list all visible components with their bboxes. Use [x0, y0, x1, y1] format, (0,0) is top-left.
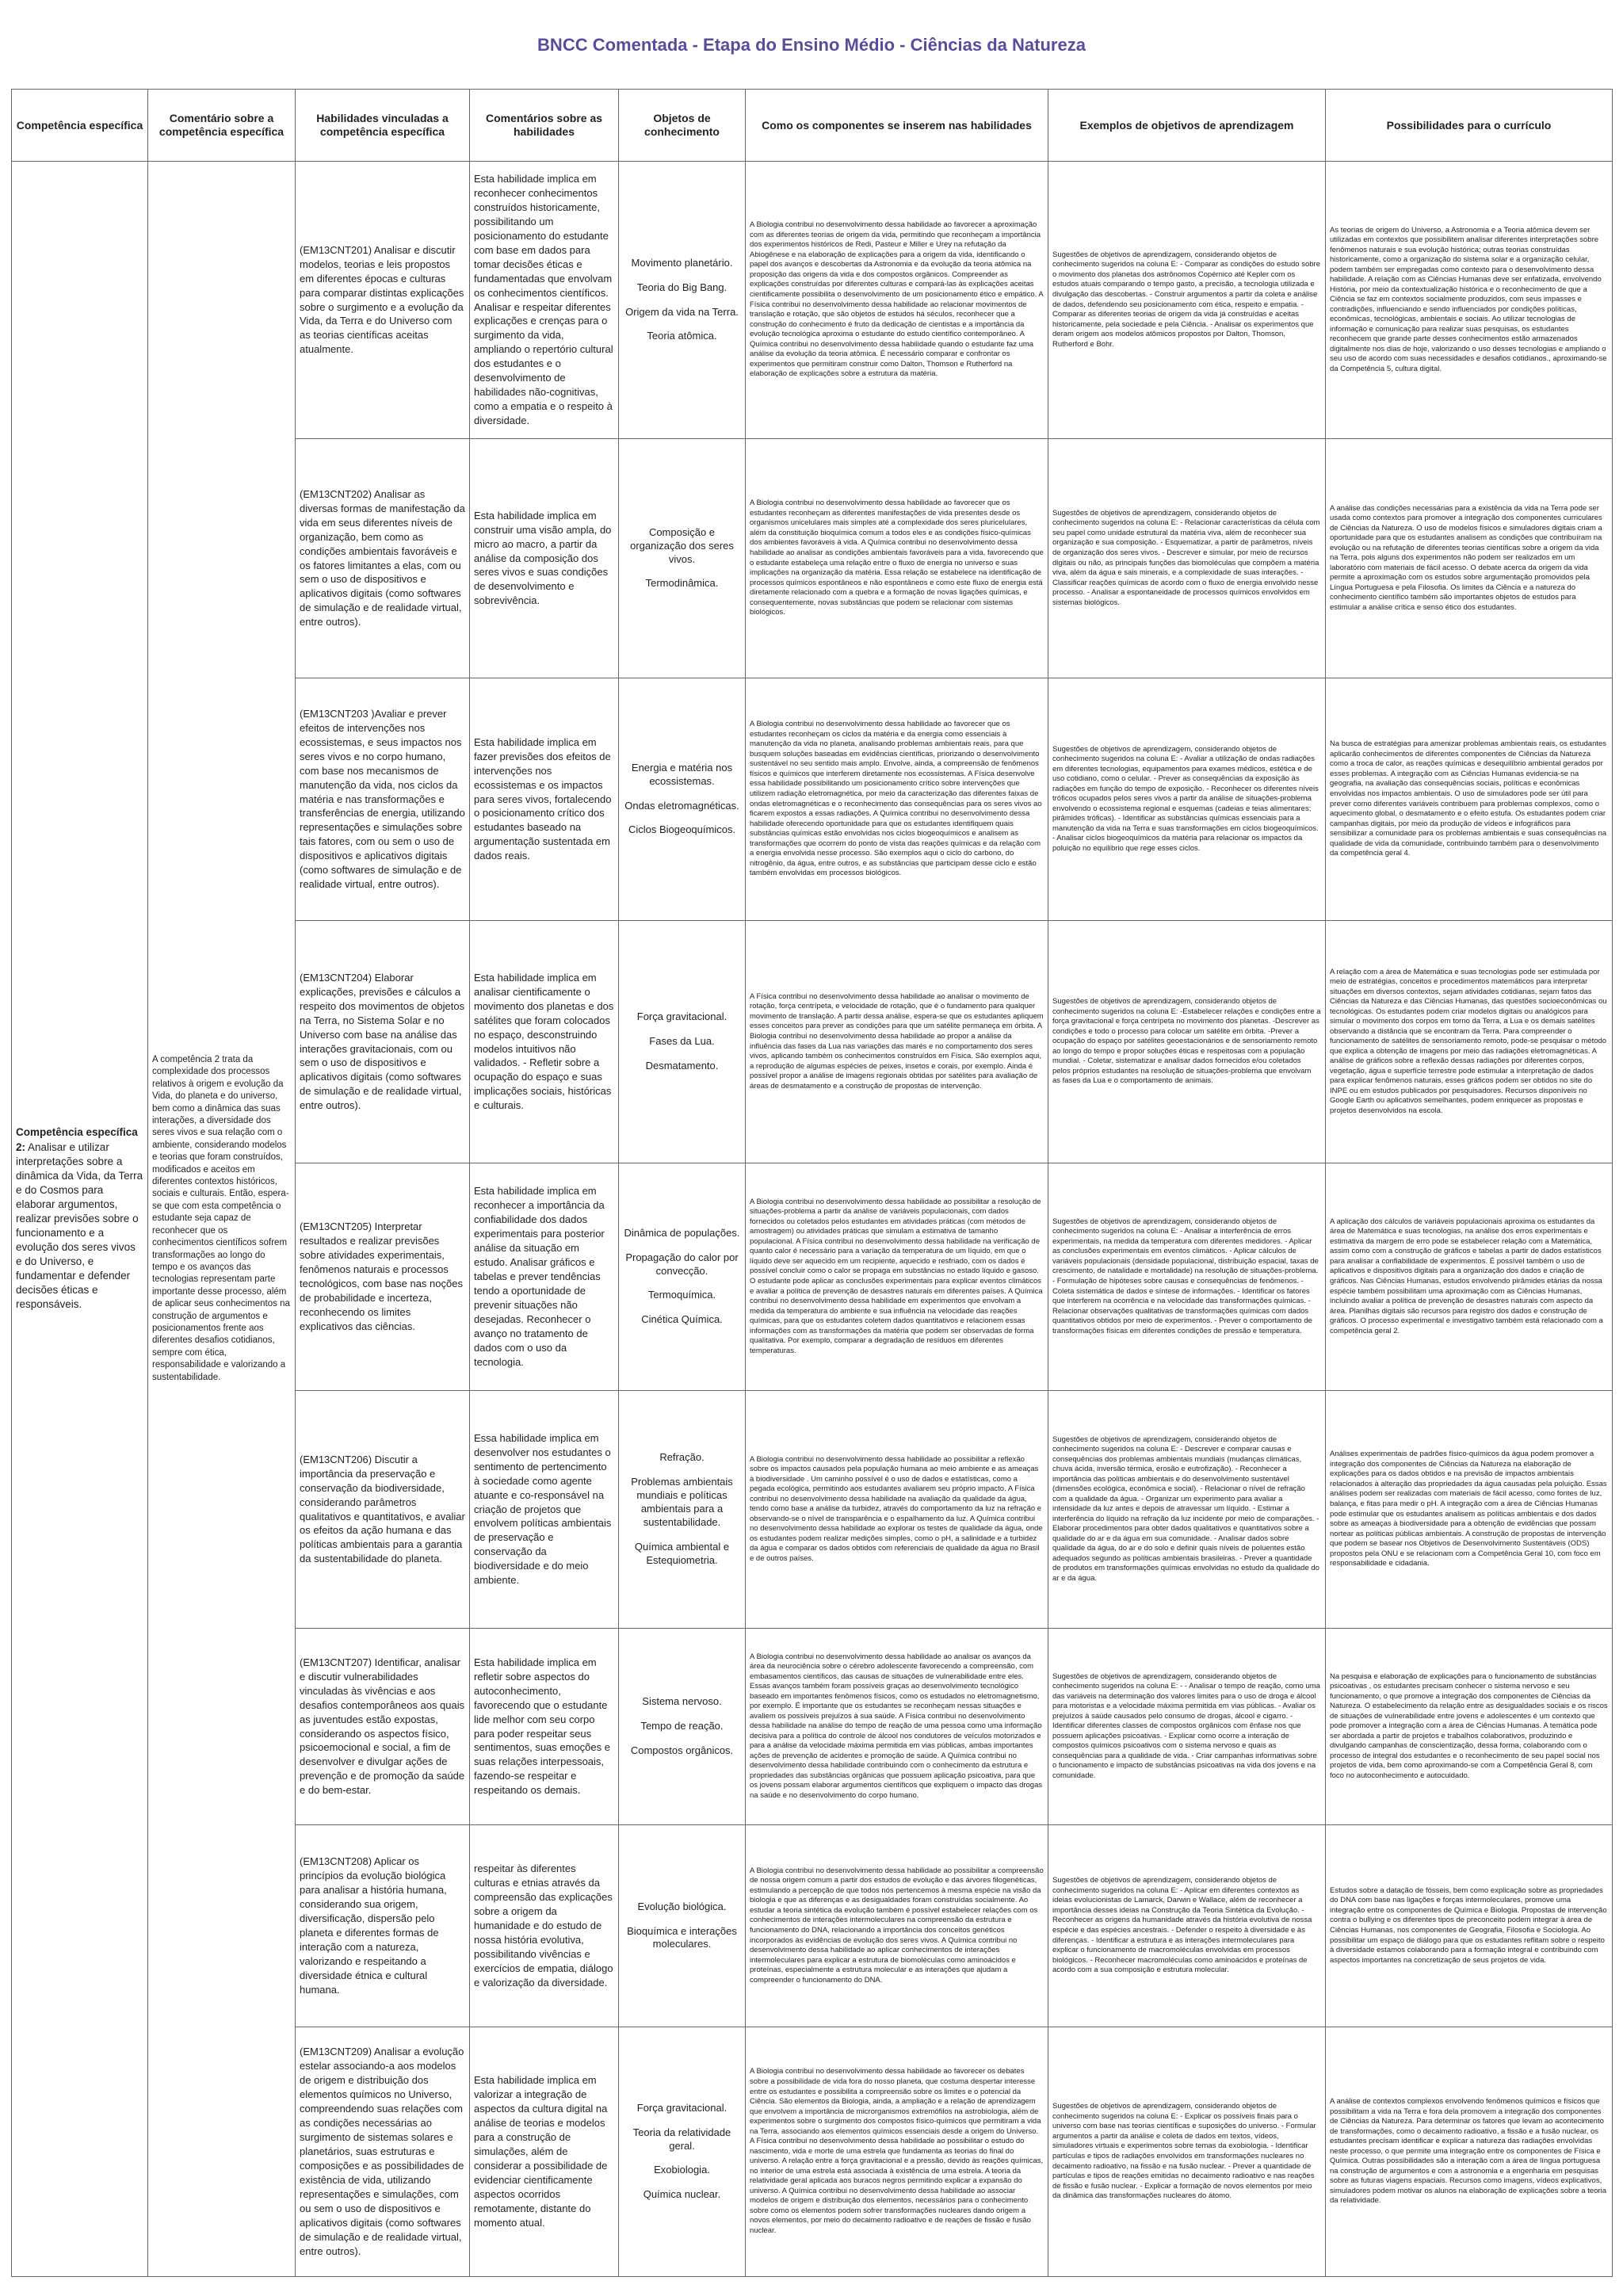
objetos-cell [619, 678, 746, 921]
objeto-item: Bioquímica e interações moleculares. [627, 1924, 737, 1950]
objetos-cell [619, 2027, 746, 2277]
objetos-cell [619, 1825, 746, 2027]
objetivos-cell: Sugestões de objetivos de aprendizagem, considerando objetos de conhecimento sugeridos na coluna E: - Explicar os possíveis finais para o universo com base nas teorias científicas e suposições do universo. - Formular argumentos a partir da análise e coleta de dados em textos, vídeos, simuladores virtuais e experimentos sobre temas da exobiologia. - Identificar partículas e tipos de radiações envolvidos em transformações nucleares no decaimento radioativo, na fissão e na fusão nuclear. - Prever a quantidade de partículas e tipos de reações emitidas no decaimento radioativo e nas reações de fissão e fusão nuclear. - Explicar a formação de novos elementos por meio da dinâmica das transformações nucleares do átomo. [1048, 2027, 1326, 2277]
col-header-comentario-competencia: Comentário sobre a competência específica [148, 90, 296, 162]
habilidade-cell: (EM13CNT204) Elaborar explicações, previsões e cálculos a respeito dos movimentos de objetos na Terra, no Sistema Solar e no Universo com base na análise das interações gravitacionais, com ou sem o uso de dispositivos e aplicativos digitais (como softwares de simulação e de realidade virtual, entre outros). [296, 921, 470, 1163]
objeto-item: Movimento planetário. [631, 256, 733, 269]
objeto-item: Desmatamento. [645, 1059, 719, 1072]
habilidade-cell: (EM13CNT203 )Avaliar e prever efeitos de intervenções nos ecossistemas, e seus impactos nos seres vivos e no corpo humano, com base nos mecanismos de manutenção da vida, nos ciclos da matéria e nas transformações e transferências de energia, utilizando representações e simulações sobre tais fatores, com ou sem o uso de dispositivos e aplicativos digitais (como softwares de simulação e de realidade virtual, entre outros). [296, 678, 470, 921]
objetos-cell [619, 162, 746, 439]
habilidade-cell: (EM13CNT202) Analisar as diversas formas de manifestação da vida em seus diferentes níveis de organização, bem como as condições ambientais favoráveis e os fatores limitantes a elas, com ou sem o uso de dispositivos e aplicativos digitais (como softwares de simulação e de realidade virtual, entre outros). [296, 439, 470, 678]
competencia-text: Analisar e utilizar interpretações sobre a dinâmica da Vida, da Terra e do Cosmos para elaborar argumentos, realizar previsões sobre o funcionamento e a evolução dos seres vivos e do Universo, e fundamentar e defender decisões éticas e responsáveis. [16, 1140, 143, 1311]
col-header-curriculo: Possibilidades para o currículo [1326, 90, 1613, 162]
objeto-item: Teoria atômica. [647, 330, 717, 342]
table-row [12, 162, 1613, 439]
objeto-item: Dinâmica de populações. [624, 1226, 740, 1239]
objetos-cell [619, 921, 746, 1163]
componentes-cell: A Biologia contribui no desenvolvimento dessa habilidade ao analisar os avanços da área da neurociência sobre o cérebro adolescente favorecendo a compreensão, com embasamentos científicos, das causas de situações de vulnerabilidade entre eles. Essas avanços também foram possíveis graças ao desenvolvimento tecnológico baseado em importantes fenômenos físicos, como os estudados no eletromagnetismo, por exemplo. É importante que os estudantes se reconheçam nessas situações e avaliem os possíveis prejuízos à sua saúde. A Física contribui no desenvolvimento dessa habilidade na análise do tempo de reação de uma pessoa como uma informação decisiva para a política do controle de álcool nos condutores de veículos motorizados e para a análise da velocidade máxima permitida em vias públicas, ambas importantes ações de prevenção de acidentes e promoção de saúde. A Química contribui no desenvolvimento dessa habilidade contribuindo com o conhecimento da estrutura e propriedades das substâncias orgânicas que possuem aplicação psicoativa, para que os jovens possam elaborar argumentos científicos que expliquem o impacto das drogas na saúde e no desenvolvimento do corpo humano. [746, 1629, 1048, 1825]
componentes-cell: A Biologia contribui no desenvolvimento dessa habilidade ao favorecer os debates sobre a possibilidade de vida fora do nosso planeta, que costuma despertar interesse entre os estudantes e possibilita a compreensão sobre os limites e o potencial da Ciência. São elementos da Biologia, ainda, a ampliação e a relação de aprendizagem que envolvem a importância de microrganismos extremófilos na astrobiologia, além de experimentos sobre o surgimento dos compostos físico-químicos que permitiram a vida na Terra, associando aos elementos químicos essenciais desde a origem do Universo. A Física contribui no desenvolvimento dessa habilidade ao possibilitar o estudo do nascimento, vida e morte de uma estrela que fundamenta as teorias do final do universo. A relação entre a força gravitacional e a pressão, devido às reações químicas, no interior de uma estrela está associada à existência de uma estrela. A teoria da relatividade geral aplicada aos buracos negros permitindo explicar a expansão do universo. A Química contribui no desenvolvimento dessa habilidade ao associar modelos de origem e distribuição dos elementos, necessários para o conhecimento sobre como os elementos podem sofrer transformações nucleares dando origem a novos elementos, por meio do decaimento radioativo e de reações de fissão e fusão nuclear. [746, 2027, 1048, 2277]
curriculo-cell: A aplicação dos cálculos de variáveis populacionais aproxima os estudantes da área de Matemática e suas tecnologias, na análise dos erros experimentais e estimativa da margem de erro pode se estabelecer relação com a Matemática, assim como com a construção de gráficos e tabelas a partir de dados estatísticos para analisar a confiabilidade de experimentos. É possível também o uso de aplicativos e dispositivos digitais para a organização dos dados e criação de gráficos. Nas Ciências Humanas, estudos envolvendo pirâmides etárias da nossa espécie também possibilitam uma aproximação com as Ciências Humanas, incluindo avaliar a política de prevenção de desastres naturais com aspecto da área. Planilhas digitais são recursos para registro dos dados e construção de gráficos. O processo experimental e investigativo também está relacionado com a competência geral 2. [1326, 1163, 1613, 1391]
objeto-item: Força gravitacional. [636, 1010, 727, 1023]
objeto-item: Fases da Lua. [649, 1035, 715, 1048]
curriculo-cell: Na busca de estratégias para amenizar problemas ambientais reais, os estudantes aplicarão conhecimentos de diferentes componentes de Ciências da Natureza como a troca de calor, as reações químicas e desequilíbrio ambiental gerados por esses problemas. A integração com as Ciências Humanas evidencia-se na geografia, na avaliação das consequências sociais, políticas e econômicas envolvidas nos impactos ambientais. O uso de simuladores pode ser útil para prever como diferentes variáveis contribuem para problemas complexos, como o aquecimento global, o desmatamento e o efeito estufa. Os estudantes podem criar campanhas digitais, por meio da produção de vídeos e infográficos para sensibilizar a comunidade para os problemas ambientais e suas consequências na qualidade de vida da comunidade, contribuindo também para o desenvolvimento da competência geral 4. [1326, 678, 1613, 921]
objetos-cell [619, 439, 746, 678]
componentes-cell: A Biologia contribui no desenvolvimento dessa habilidade ao favorecer que os estudantes reconheçam os ciclos da matéria e da energia como essenciais à manutenção da vida no planeta, analisando problemas ambientais reais, para que busquem soluções baseadas em evidências científicas, priorizando o desenvolvimento sustentável no seu sentido mais amplo. Envolve, ainda, a compreensão de fenômenos físicos e químicos que interferem diretamente nos ecossistemas. A Física desenvolve essa habilidade possibilitando um posicionamento crítico sobre intervenções que utilizem radiação eletromagnética, por meio da caracterização das diferentes faixas de ondas eletromagnéticas e o reconhecimento das consequências para os seres vivos ao ficarem expostos a essas radiações. A Química contribui no desenvolvimento dessa habilidade oferecendo oportunidade para que os estudantes identifiquem quais substâncias químicas estão envolvidas nos ciclos biogeoquímicos e analisem as transformações que ocorrem do ponto de vista das reações químicas e da relação com a energia envolvida nesse processo. São exemplos aqui o ciclo do carbono, do nitrogênio, da água, entre outros, e as substâncias que participam desse ciclo e estão também envolvidas em processos biológicos. [746, 678, 1048, 921]
componentes-cell: A Biologia contribui no desenvolvimento dessa habilidade ao favorecer que os estudantes reconheçam as diferentes manifestações de vida presentes desde os organismos unicelulares mais simples até a complexidade dos seres pluricelulares, além da constituição bioquímica comum a todos eles e as condições físico-químicas dos ambientes favoráveis à vida. A Química contribui no desenvolvimento dessa habilidade ao analisar as condições ambientais favoráveis para a vida, favorecendo que o estudante estabeleça uma relação entre o fluxo de energia no universo e suas implicações na organização da matéria. Essa relação se estabelece na identificação de processos químicos espontâneos e não espontâneos e como este fluxo de energia está diretamente relacionado com a quebra e a formação de novas ligações químicas, e consequentemente, novas substâncias que podem se relacionar com sistemas biológicos. [746, 439, 1048, 678]
habilidade-cell: (EM13CNT209) Analisar a evolução estelar associando-a aos modelos de origem e distribuição dos elementos químicos no Universo, compreendendo suas relações com as condições necessárias ao surgimento de sistemas solares e planetários, suas estruturas e composições e as possibilidades de existência de vida, utilizando representações e simulações, com ou sem o uso de dispositivos e aplicativos digitais (como softwares de simulação e de realidade virtual, entre outros). [296, 2027, 470, 2277]
objetivos-cell: Sugestões de objetivos de aprendizagem, considerando objetos de conhecimento sugeridos na coluna E: - Aplicar em diferentes contextos as ideias evolucionistas de Lamarck, Darwin e Wallace, além de reconhecer a importância desses ideias na Construção da Teoria Sintética da Evolução. - Reconhecer as origens da humanidade através da história evolutiva de nossa espécie e das espécies ancestrais. - Defender o respeito à diversidade e às diferenças. - Identificar a estrutura e as interações intermoleculares para explicar o funcionamento de macromoléculas envolvidas em processos biológicos. - Reconhecer macromoléculas como aminoácidos e proteínas de acordo com a sua composição e estrutura molecular. [1048, 1825, 1326, 2027]
col-header-habilidades: Habilidades vinculadas a competência específica [296, 90, 470, 162]
habilidade-cell: (EM13CNT201) Analisar e discutir modelos, teorias e leis propostos em diferentes épocas e culturas para comparar distintas explicações sobre o surgimento e a evolução da Vida, da Terra e do Universo com as teorias científicas aceitas atualmente. [296, 162, 470, 439]
componentes-cell: A Biologia contribui no desenvolvimento dessa habilidade ao favorecer a aproximação com as diferentes teorias de origem da vida, permitindo que reconheçam a importância dos experimentos históricos de Redi, Pasteur e Miller e Urey na refutação da Abiogênese e na elaboração de explicações para a origem da vida, identificando o papel dos avanços e descobertas da Astronomia e da evolução da teoria atômica na proposição das origens da vida e dos compostos orgânicos. Compreender as explicações construídas por diferentes culturas e compará-las às explicações aceitas cientificamente possibilita o desenvolvimento de um posicionamento ético e empático. A Física contribui no desenvolvimento dessa habilidade ao relacionar movimentos de translação e rotação, que são objetos de estudos há séculos, reconhecer que a construção do conhecimento é fruto da dedicação de cientistas e a importância da evolução tecnológica aproxima o estudante do estudo científico contemporâneo. A Química contribui no desenvolvimento dessa habilidade quando o estudante faz uma análise da evolução da teoria atômica. É necessário comparar e confrontar os experimentos que permitiram construir como Dalton, Thomson e Rutherford na elaboração de explicações sobre a estrutura da matéria. [746, 162, 1048, 439]
col-header-comentarios-habilidades: Comentários sobre as habilidades [470, 90, 619, 162]
objeto-item: Teoria da relatividade geral. [632, 2126, 731, 2152]
objeto-item: Teoria do Big Bang. [636, 281, 727, 293]
competencia-label: Competência específica 2: [16, 1126, 138, 1153]
objeto-item: Origem da vida na Terra. [625, 305, 739, 318]
objetos-cell [619, 1629, 746, 1825]
comentario-competencia-cell: A competência 2 trata da complexidade dos processos relativos à origem e evolução da Vida, do planeta e do universo, bem como a dinâmica das suas interações, a diversidade dos seres vivos e sua relação com o ambiente, considerando modelos e teorias que foram construídos, modificados e aceitos em diferentes contextos históricos, sociais e culturais. Então, espera-se que com esta competência o estudante seja capaz de reconhecer que os conhecimentos científicos sofrem transformações ao longo do tempo e os avanços das tecnologias representam parte importante desse processo, além de aplicar seus conhecimentos na construção de argumentos e posicionamentos frente aos diferentes desafios cotidianos, sempre com ética, responsabilidade e valorizando a sustentabilidade. [148, 162, 296, 2277]
curriculo-cell: A análise das condições necessárias para a existência da vida na Terra pode ser usada como contextos para promover a integração dos componentes curriculares de Ciências da Natureza. O uso de modelos físicos e simuladores digitais criam a oportunidade para que os estudantes analisem as condições que contribuíram na evolução ou na refutação de diferentes teorias científicas sobre a origem da vida na Terra, pois alguns dos experimentos não podem ser realizados em um laboratório com materiais de fácil acesso. O debate acerca da origem da vida permite a aproximação com os estudos sobre argumentação promovidos pela Língua Portuguesa e pela Filosofia. Os limites da Ciência e a natureza do conhecimento científico também são importantes objetos de estudos para estimular a análise crítica e senso ético dos estudantes. [1326, 439, 1613, 678]
objeto-item: Tempo de reação. [640, 1720, 724, 1733]
objeto-item: Ciclos Biogeoquímicos. [628, 823, 736, 836]
habilidade-cell: (EM13CNT208) Aplicar os princípios da evolução biológica para analisar a história humana, considerando sua origem, diversificação, dispersão pelo planeta e diferentes formas de interação com a natureza, valorizando e respeitando a diversidade étnica e cultural humana. [296, 1825, 470, 2027]
table-body [12, 162, 1613, 2277]
objeto-item: Evolução biológica. [637, 1900, 727, 1912]
objeto-item: Força gravitacional. [636, 2101, 727, 2114]
objeto-item: Exobiologia. [654, 2164, 710, 2176]
componentes-cell: A Biologia contribui no desenvolvimento dessa habilidade ao possibilitar a resolução de situações-problema a partir da análise de variáveis populacionais, com dados fornecidos ou coletados pelos estudantes em atividades práticas (com métodos de amostragem) ou atividades práticas que simulam a estimativa de tamanho populacional. A Física contribui no desenvolvimento dessa habilidade na verificação de quanto calor é necessário para a variação da temperatura de um líquido, em que o líquido deve ser aquecido em um recipiente, aquecido e resfriado, com os dados é possível concluir como o calor se propaga em substâncias no estado líquido e gasoso. O estudante pode aplicar as conclusões experimentais para explicar eventos climáticos e avaliar a política de prevenção de desastres naturais em diferentes países. A Química contribui no desenvolvimento dessa habilidade em experimentos que envolvam a medida da temperatura do ambiente e sua influência na velocidade das reações químicas, para que os estudantes coletem dados quantitativos e relacionem essas informações com as transformações da matéria que podem ser observadas de forma qualitativa. Por exemplo, comparar a degradação de resíduos em diferentes temperaturas. [746, 1163, 1048, 1391]
col-header-objetivos: Exemplos de objetivos de aprendizagem [1048, 90, 1326, 162]
curriculo-cell: Na pesquisa e elaboração de explicações para o funcionamento de substâncias psicoativas , os estudantes precisam conhecer o sistema nervoso e seu funcionamento, o que promove a integração dos componentes de Ciências da Natureza. O estabelecimento da relação entre as desigualdades sociais e os riscos de situações de vulnerabilidade entre jovens e adolescentes é um contexto que pode promover a integração com a área de Ciências Humanas. A temática pode ser abordada a partir de projetos e trabalhos colaborativos, produzindo e divulgando campanhas de conscientização, dessa forma, colaborando com o processo de integral dos estudantes e o reconhecimento de seu papel social nos projetos de vida, bem como aproximando-se com a Competência Geral 8, com foco no autoconhecimento e autocuidado. [1326, 1629, 1613, 1825]
habilidade-cell: (EM13CNT206) Discutir a importância da preservação e conservação da biodiversidade, considerando parâmetros qualitativos e quantitativos, e avaliar os efeitos da ação humana e das políticas ambientais para a garantia da sustentabilidade do planeta. [296, 1391, 470, 1629]
page-title: BNCC Comentada - Etapa do Ensino Médio - Ciências da Natureza [537, 35, 1086, 55]
objeto-item: Compostos orgânicos. [630, 1744, 734, 1756]
curriculo-cell: As teorias de origem do Universo, a Astronomia e a Teoria atômica devem ser utilizadas em contextos que possibilitem analisar diferentes interpretações sobre fenômenos naturais e sua evolução histórica; outras teorias construídas historicamente, como a organização do sistema solar e a organização celular, podem também ser empregadas como contexto para o desenvolvimento dessa habilidade. A relação com as Ciências Humanas deve ser enfatizada, envolvendo História, por meio da contextualização histórica e o reconhecimento de que a Ciência se faz em contextos socialmente produzidos, com seus impasses e contradições, influenciando e sendo influenciados por condições políticas, econômicas, tecnológicas, ambientais e sociais. Ao utilizar tecnologias de informação e comunicação para realizar suas pesquisas, os estudantes reconhecem que grande parte desses conhecimentos estão armazenados digitalmente nos dias de hoje, valorizando o uso desses tecnologias e ampliando o seu uso de acordo com suas necessidades e desafios cotidianos., aproximando-se da Competência 5, cultura digital. [1326, 162, 1613, 439]
objeto-item: Composição e organização dos seres vivos. [630, 525, 734, 565]
objetivos-cell: Sugestões de objetivos de aprendizagem, considerando objetos de conhecimento sugeridos na coluna E: - Descrever e comparar causas e consequências dos problemas ambientais mundiais (mudanças climáticas, chuva ácida, inversão térmica, erosão e eutrofização). - Reconhecer a importância das políticas ambientais e do desenvolvimento sustentável (dimensões ecológica, econômica e social). - Relacionar o nível de refração com a qualidade da água. - Organizar um experimento para avaliar a intensidade da luz antes e depois de atravessar um líquido. - Estimar a interferência do líquido na refração da luz incidente por meio de comparações. - Elaborar procedimentos para obter dados qualitativos e quantitativos sobre a qualidade do ar e da água em sua comunidade. - Analisar dados sobre qualidade da água, do ar e do solo e definir quais níveis de poluentes estão adequados segundo as políticas ambientais brasileiras. - Prever a quantidade de produtos em transformações químicas envolvidas no estudo da qualidade do ar e da água. [1048, 1391, 1326, 1629]
habilidade-cell: (EM13CNT205) Interpretar resultados e realizar previsões sobre atividades experimentais, fenômenos naturais e processos tecnológicos, com base nas noções de probabilidade e incerteza, reconhecendo os limites explicativos das ciências. [296, 1163, 470, 1391]
comentario-habilidade-cell: Esta habilidade implica em reconhecer a importância da confiabilidade dos dados experimentais para posterior análise da situação em estudo. Analisar gráficos e tabelas e prever tendências tendo a oportunidade de prevenir situações não desejadas. Reconhecer o avanço no tratamento de dados com o uso da tecnologia. [470, 1163, 619, 1391]
objeto-item: Cinética Química. [641, 1313, 723, 1326]
curriculo-cell: A análise de contextos complexos envolvendo fenômenos químicos e físicos que possibilitam a vida na Terra e fora dela promovem a integração dos componentes de Ciências da Natureza. Para determinar os fatores que levam ao acontecimento de transformações, como o decaimento radioativo, a fissão e a fusão nuclear, os estudantes precisam identificar e explicar a natureza das radiações envolvidas neste processo, o que permite uma integração entre os componentes de Física e Química. Outras possibilidades são a interação com a área de língua portuguesa na construção de argumentos e com a astronomia e a engenharia em pesquisas sobre as futuras viagens espaciais. Recursos como imagens, vídeos explicativos, simuladores podem motivar os alunos na elaboração de explicações sobre a teoria da relatividade. [1326, 2027, 1613, 2277]
objeto-item: Sistema nervoso. [642, 1695, 722, 1708]
objetivos-cell: Sugestões de objetivos de aprendizagem, considerando objetos de conhecimento sugeridos na coluna E: - Analisar a interferência de erros experimentais, na medida da temperatura com diferentes medidores. - Aplicar as conclusões experimentais em eventos climáticos. - Aplicar cálculos de variáveis populacionais (densidade populacional, distribuição espacial, taxas de crescimento, de natalidade e mortalidade) na resolução de situações-problema. - Formulação de hipóteses sobre causas e consequências de fenômenos. - Coleta sistemática de dados e síntese de informações. - Identificar os fatores que interferem na ocorrência e na velocidade das transformações químicas. - Relacionar observações qualitativas de transformações químicas com dados quantitativos obtidos por meio de experimentos. - Prever o comportamento de transformações físicas em diferentes condições de pressão e temperatura. [1048, 1163, 1326, 1391]
comentario-habilidade-cell: respeitar às diferentes culturas e etnias através da compreensão das explicações sobre a origem da humanidade e do estudo de nossa história evolutiva, possibilitando vivências e exercícios de empatia, diálogo e valorização da diversidade. [470, 1825, 619, 2027]
comentario-habilidade-cell: Esta habilidade implica em construir uma visão ampla, do micro ao macro, a partir da análise da composição dos seres vivos e suas condições de desenvolvimento e sobrevivência. [470, 439, 619, 678]
comentario-habilidade-cell: Esta habilidade implica em fazer previsões dos efeitos de intervenções nos ecossistemas e os impactos para seres vivos, fortalecendo o posicionamento crítico dos estudantes baseado na argumentação sustentada em dados reais. [470, 678, 619, 921]
objetivos-cell: Sugestões de objetivos de aprendizagem, considerando objetos de conhecimento sugeridos na coluna E: - Relacionar características da célula com seu papel como unidade estrutural da matéria viva, além de reconhecer sua organização e sua composição. - Esquematizar, a partir de parâmetros, níveis de organização dos seres vivos. - Descrever e simular, por meio de recursos digitais ou não, as principais funções das biomoléculas que compõem a matéria viva, além da água e sais minerais, e a complexidade de suas interações. - Classificar reações químicas de acordo com o fluxo de energia envolvido nesse processo. - Analisar a espontaneidade de processos químicos envolvidos em sistemas biológicos. [1048, 439, 1326, 678]
objeto-item: Química ambiental e Estequiometria. [634, 1540, 730, 1566]
header-row [12, 90, 1613, 162]
objeto-item: Refração. [659, 1451, 705, 1464]
bncc-table [11, 89, 1613, 2277]
componentes-cell: A Biologia contribui no desenvolvimento dessa habilidade ao possibilitar a reflexão sobre os impactos causados pela população humana ao meio ambiente e as ameaças à biodiversidade . Um caminho possível é o uso de dados e estatísticas, como a pegada ecológica, permitindo aos estudantes avaliarem seu próprio impacto. A Física contribui no desenvolvimento dessa habilidade na avaliação da qualidade da água, tendo como base a análise da turbidez, através do comportamento da luz na refração e observando-se o nível de transparência e o espalhamento da luz. A Química contribui no desenvolvimento dessa habilidade ao explorar os testes de qualidade da água, onde os estudantes podem realizar medições simples, como o pH, a salinidade e a turbidez da água e comparar os dados obtidos com referenciais de qualidade da água no Brasil e de outros países. [746, 1391, 1048, 1629]
componentes-cell: A Biologia contribui no desenvolvimento dessa habilidade ao possibilitar a compreensão de nossa origem comum a partir dos estudos de evolução e das árvores filogenéticas, estimulando a percepção de que todos nós pertencemos à mesma espécie na visão da biologia e que as diferenças e as desigualdades foram construídas socialmente. Ao estudar a teoria sintética da evolução também é possível estabelecer relações com os conhecimentos de interações intermoleculares na compreensão da estrutura e funcionamento do DNA, relacionando a importância dos conceitos genéticos incorporados às evidências de evolução dos seres vivos. A Química contribui no desenvolvimento dessa habilidade ao aplicar conhecimentos de interações intermoleculares para explicar a estrutura de biomoléculas como aminoácidos e proteínas, especialmente a estrutura molecular e as interações que ajudam a compreender o funcionamento do DNA. [746, 1825, 1048, 2027]
curriculo-cell: Estudos sobre a datação de fósseis, bem como explicação sobre as propriedades do DNA com base nas ligações e forças intermoleculares, promove uma integração entre os componentes de Química e Biologia. Propostas de intervenção contra o bullying e os diferentes tipos de preconceito podem integrar à área de Ciências Humanas, nos componentes de Geografia, Filosofia e Sociologia. Ao possibilitar um espaço de diálogo para que os estudantes reflitam sobre o respeito à diversidade estamos colaborando para a formação integral e contribuindo com aspectos importantes na concretização de seus projetos de vida. [1326, 1825, 1613, 2027]
objeto-item: Problemas ambientais mundiais e políticas ambientais para a sustentabilidade. [631, 1476, 733, 1528]
objeto-item: Ondas eletromagnéticas. [624, 799, 739, 812]
objetos-cell [619, 1163, 746, 1391]
objetos-cell [619, 1391, 746, 1629]
componentes-cell: A Física contribui no desenvolvimento dessa habilidade ao analisar o movimento de rotação, força centrípeta, e velocidade de rotação, que é o fundamento para qualquer movimento de translação. A partir dessa análise, espera-se que os estudantes apliquem esses conceitos para prever as condições para que um satélite permaneça em órbita. A Biologia contribui no desenvolvimento dessa habilidade ao propor a análise da influência das fases da Lua nas variações das marés e no comportamento dos seres vivos, aplicando também os conhecimentos construídos em Física. São exemplos aqui, a reprodução de algumas espécies de peixes, insetos e corais, por exemplo. Ainda é possível propor a análise de imagens regionais obtidas por satélites para avaliação de áreas de desmatamento e a construção de propostas de intervenção. [746, 921, 1048, 1163]
curriculo-cell: A relação com a área de Matemática e suas tecnologias pode ser estimulada por meio de estratégias, conceitos e procedimentos matemáticos para interpretar situações em diversos contextos, sejam atividades cotidianas, sejam fatos das Ciências da Natureza e das Ciências Humanas, das questões socioeconômicas ou tecnológicas. Os estudantes podem criar modelos digitais ou analógicos para simular o movimento dos corpos em torno da Terra, a Lua e os demais satélites observando a distância que se encontram da Terra. Para compreender o funcionamento de satélites de sensoriamento remoto, pode-se pesquisar o método que explica a obtenção de imagens por meio das radiações eletromagnéticas. A análise de gráficos sobre a reflexão dessas radiações por diferentes corpos, vegetação, água e superfície terrestre pode estimular a interpretação de dados para explicar fenômenos naturais, esses gráficos podem ser obtidos no site do INPE ou em estudos publicados por pesquisadores. Recursos disponíveis no Google Earth ou aplicativos semelhantes, podem enriquecer as propostas e projetos desenvolvidos na escola. [1326, 921, 1613, 1163]
comentario-habilidade-cell: Esta habilidade implica em valorizar a integração de aspectos da cultura digital na análise de teorias e modelos para a construção de simulações, além de considerar a possibilidade de evidenciar cientificamente aspectos ocorridos remotamente, distante do momento atual. [470, 2027, 619, 2277]
objeto-item: Termodinâmica. [645, 577, 719, 590]
comentario-habilidade-cell: Essa habilidade implica em desenvolver nos estudantes o sentimento de pertencimento à sociedade como agente atuante e co-responsável na criação de projetos que envolvem políticas ambientais de preservação e conservação da biodiversidade e do meio ambiente. [470, 1391, 619, 1629]
objetivos-cell: Sugestões de objetivos de aprendizagem, considerando objetos de conhecimento sugeridos na coluna E: -Estabelecer relações e condições entre a força gravitacional e força centrípeta no movimento dos planetas. -Descrever as condições e todo o processo para colocar um satélite em órbita. -Prever a ocupação do espaço por satélites geoestacionários e de sensoriamento remoto ao longo do tempo e propor soluções éticas e respeitosas com a população mundial. - Coletar, sistematizar e analisar dados fornecidos e/ou coletados pelos próprios estudantes na resolução de situações-problema que envolvam as fases da Lua e o comportamento de animais. [1048, 921, 1326, 1163]
objeto-item: Termoquímica. [647, 1289, 716, 1301]
col-header-objetos: Objetos de conhecimento [619, 90, 746, 162]
objeto-item: Energia e matéria nos ecossistemas. [631, 761, 733, 787]
habilidade-cell: (EM13CNT207) Identificar, analisar e discutir vulnerabilidades vinculadas às vivências e aos desafios contemporâneos aos quais as juventudes estão expostas, considerando os aspectos físico, psicoemocional e social, a fim de desenvolver e divulgar ações de prevenção e de promoção da saúde e do bem-estar. [296, 1629, 470, 1825]
objetivos-cell: Sugestões de objetivos de aprendizagem, considerando objetos de conhecimento sugeridos na coluna E: - Comparar as condições do estudo sobre o movimento dos planetas dos astrônomos Copérnico até Kepler com os estudos atuais comparando o tempo gasto, a precisão, a tecnologia utilizada e divulgação das descobertas. - Construir argumentos a partir da coleta e análise de dados, defendendo seu posicionamento com ética, respeito e empatia. - Comparar as diferentes teorias de origem da vida já construídas e aceitas historicamente, pela sociedade e pela Ciência. - Analisar os experimentos que deram origem aos modelos atômicos propostos por Dalton, Thomson, Rutherford e Bohr. [1048, 162, 1326, 439]
objeto-item: Química nuclear. [643, 2188, 721, 2201]
objetivos-cell: Sugestões de objetivos de aprendizagem, considerando objetos de conhecimento sugeridos na coluna E: - - Analisar o tempo de reação, como uma das variáveis na determinação dos valores limites para o uso de droga e álcool para motoristas e a velocidade máxima permitida em vias públicas. - Avaliar os prejuízos à saúde causados pelo consumo de drogas, álcool e cigarro. - Identificar diferentes classes de compostos orgânicos com ênfase nos que possuem aplicações psicoativas. - Explicar como ocorre a interação de compostos químicos psicoativos com o sistema nervoso e quais as consequências para a qualidade de vida. - Criar campanhas informativas sobre o funcionamento e impacto de substâncias psicoativas na vida dos jovens e na comunidade. [1048, 1629, 1326, 1825]
comentario-habilidade-cell: Esta habilidade implica em reconhecer conhecimentos construídos historicamente, possibilitando um posicionamento do estudante com base em dados para tomar decisões éticas e fundamentadas que envolvam os conhecimentos científicos. Analisar e respeitar diferentes explicações e crenças para o surgimento da vida, ampliando o repertório cultural dos estudantes e o desenvolvimento de habilidades não-cognitivas, como a empatia e o respeito à diversidade. [470, 162, 619, 439]
comentario-habilidade-cell: Esta habilidade implica em analisar cientificamente o movimento dos planetas e dos satélites que foram colocados no espaço, desconstruindo modelos intuitivos não validados. - Refletir sobre a ocupação do espaço e suas implicações sociais, históricas e culturais. [470, 921, 619, 1163]
col-header-componentes: Como os componentes se inserem nas habilidades [746, 90, 1048, 162]
competencia-cell [12, 162, 148, 2277]
col-header-competencia: Competência específica [12, 90, 148, 162]
curriculo-cell: Análises experimentais de padrões físico-químicos da água podem promover a integração dos componentes de Ciências da Natureza na elaboração de explicações para os dados obtidos e na previsão de impactos ambientais relacionados à alteração das propriedades da água causadas pela poluição. Essas análises podem ser realizadas com materiais de fácil acesso, como fontes de luz, balança, e fitas para medir o pH. A integração com a área de Ciências Humanas pode estimular que os estudantes analisem as políticas ambientais e dos dados sobre as ameaças à biodiversidade para a obtenção de evidências que possam nortear as políticas públicas ambientais. A construção de propostas de intervenção que podem se basear nos Objetivos de Desenvolvimento Sustentáveis (ODS) propostos pela ONU e se relacionam com a Competência Geral 10, com foco em responsabilidade e cidadania. [1326, 1391, 1613, 1629]
objetivos-cell: Sugestões de objetivos de aprendizagem, considerando objetos de conhecimento sugeridos na coluna E: - Avaliar a utilização de ondas radiações em diferentes tecnologias, equipamentos para exames médicos, estética e de uso cotidiano, como o celular. - Prever as consequências da exposição às radiações em função do tempo de exposição. - Reconhecer os diferentes níveis tróficos ocupados pelos seres vivos a partir da análise de situações-problema envolvendo o ecossistema regional e esquemas (cadeias e teias alimentares; pirâmides tróficas). - Identificar as substâncias químicas essenciais para a manutenção da vida na Terra e suas transformações em ciclos biogeoquímicos. - Analisar ciclos biogeoquímicos da matéria para relacionar os impactos da poluição no equilíbrio que rege esses ciclos. [1048, 678, 1326, 921]
comentario-habilidade-cell: Esta habilidade implica em refletir sobre aspectos do autoconhecimento, favorecendo que o estudante lide melhor com seu corpo para poder respeitar seus sentimentos, suas emoções e suas relações interpessoais, fazendo-se respeitar e respeitando os demais. [470, 1629, 619, 1825]
objeto-item: Propagação do calor por convecção. [625, 1251, 739, 1277]
